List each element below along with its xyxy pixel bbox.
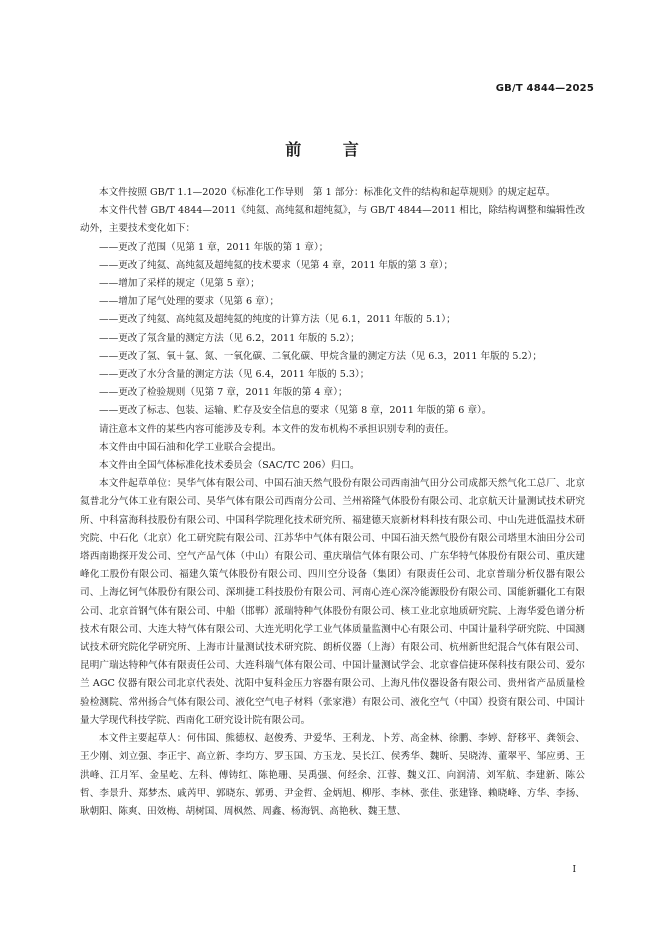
change-item: ——更改了氢、氧＋氩、氮、一氧化碳、二氧化碳、甲烷含量的测定方法（见 6.3，2011 年版的 5.2）； [99, 350, 543, 362]
change-item: ——更改了氖含量的测定方法（见 6.2，2011 年版的 5.2）； [99, 332, 360, 344]
change-item: ——更改了标志、包装、运输、贮存及安全信息的要求（见第 8 章，2011 年版的第 6 章）。 [99, 405, 492, 417]
standard-code: GB/T 4844—2025 [495, 83, 594, 94]
proposer-statement: 本文件由中国石油和化学工业联合会提出。 [99, 441, 282, 453]
change-item: ——增加了尾气处理的要求（见第 6 章）； [99, 296, 280, 308]
intro-paragraph: 本文件代替 GB/T 4844—2011《纯氦、高纯氦和超纯氦》，与 GB/T 4844—2011 相比，除结构调整和编辑性改动外，主要技术变化如下： [80, 205, 585, 235]
change-item: ——更改了纯氦、高纯氦及超纯氦的纯度的计算方法（见 6.1，2011 年版的 5.1）； [99, 314, 456, 326]
patent-notice: 请注意本文件的某些内容可能涉及专利。本文件的发布机构不承担识别专利的责任。 [99, 423, 454, 435]
page-title: 前 言 [285, 140, 377, 159]
change-item: ——更改了纯氦、高纯氦及超纯氦的技术要求（见第 4 章，2011 年版的第 3 章）； [99, 259, 454, 271]
technical-committee-statement: 本文件由全国气体标准化技术委员会（SAC/TC 206）归口。 [99, 460, 360, 472]
intro-paragraph: 本文件按照 GB/T 1.1—2020《标准化工作导则 第 1 部分：标准化文件的结构和起草规则》的规定起草。 [99, 187, 556, 198]
change-item: ——更改了范围（见第 1 章，2011 年版的第 1 章）； [99, 241, 329, 253]
page-number: I [572, 865, 576, 875]
change-list [80, 239, 585, 421]
change-item: ——增加了采样的规定（见第 5 章）； [99, 278, 260, 290]
drafters: 本文件主要起草人：何伟国、熊德权、赵俊秀、尹爱华、王利龙、卜芳、高金林、徐鹏、李婷、舒移平、龚领会、王少刚、刘立强、李正宇、高立新、李均方、罗玉国、方玉龙、吴长江、侯秀华、魏昕、吴晓涛、董翠平、邹应勇、王洪峰、江月军、金星屹、左科、傅铸红、陈艳珊、吴禹强、何经余、江蓉、魏义江、向润清、刘军航、李建新、陈公哲、李景升、郑梦杰、戚芮甲、郭晓东、郭勇、尹金哲、金炳旭、柳彤、李林、张佳、张建锋、赖晓峰、方华、李扬、耿朝阳、陈爽、田效梅、胡树国、周枫然、周鑫、杨海钒、高艳秋、魏王慧、 [80, 733, 585, 817]
drafting-organizations: 本文件起草单位：昊华气体有限公司、中国石油天然气股份有限公司西南油气田分公司成都天然气化工总厂、北京氦普北分气体工业有限公司、昊华气体有限公司西南分公司、兰州裕隆气体股份有限公司、北京航天计量测试技术研究所、中科富海科技股份有限公司、中国科学院理化技术研究所、福建德天宸新材料科技有限公司、中山先进低温技术研究院、中石化（北京）化工研究院有限公司、江苏华中气体有限公司、中国石油天然气股份有限公司塔里木油田分公司塔西南勘探开发公司、空气产品气体（中山）有限公司、重庆瑞信气体有限公司、广东华特气体股份有限公司、重庆建峰化工股份有限公司、福建久策气体股份有限公司、四川空分设备（集团）有限责任公司、北京普瑞分析仪器有限公司、上海亿钶气体股份有限公司、深圳捷工科技股份有限公司、河南心连心深冷能源股份有限公司、国能新疆化工有限公司、北京首钢气体有限公司、中船（邯郸）派瑞特种气体股份有限公司、核工业北京地质研究院、上海华爱色谱分析技术有限公司、大连大特气体有限公司、大连光明化学工业气体质量监测中心有限公司、中国计量科学研究院、中国测试技术研究院化学研究所、上海市计量测试技术研究院、朗析仪器（上海）有限公司、杭州新世纪混合气体有限公司、昆明广瑞达特种气体有限责任公司、大连科瑞气体有限公司、中国计量测试学会、北京睿信捷环保科技有限公司、爱尔兰 AGC 仪器有限公司北京代表处、沈阳中复科金压力容器有限公司、上海凡伟仪器设备有限公司、贵州省产品质量检验检测院、常州扬合气体有限公司、液化空气电子材料（张家港）有限公司、液化空气（中国）投资有限公司、中国计量大学现代科技学院、西南化工研究设计院有限公司。 [80, 478, 585, 726]
change-item: ——更改了检验规则（见第 7 章，2011 年版的第 4 章）； [99, 387, 348, 399]
change-item: ——更改了水分含量的测定方法（见 6.4，2011 年版的 5.3）； [99, 369, 370, 381]
foreword-body [80, 184, 585, 821]
